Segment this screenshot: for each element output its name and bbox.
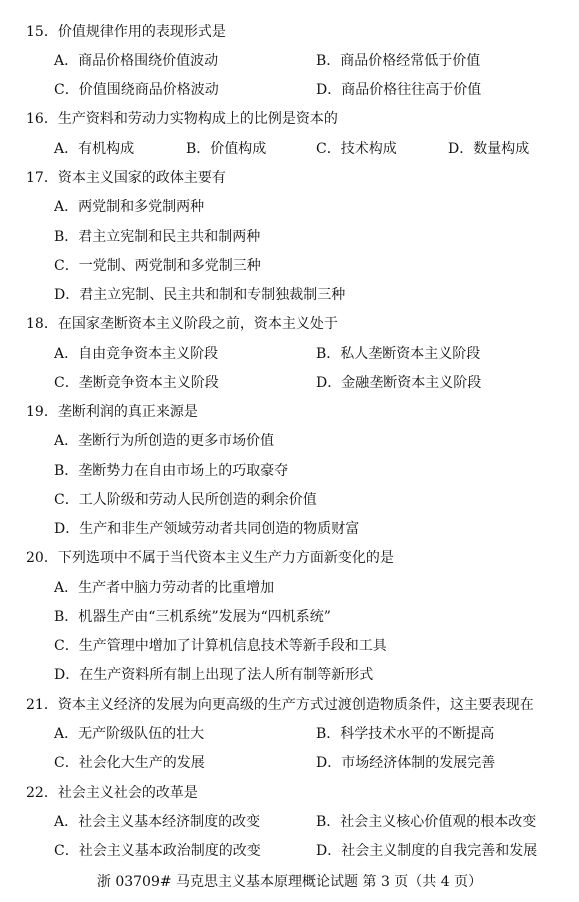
question-19-stem: 19．垄断利润的真正来源是 [26,404,198,420]
question-18-option-d: D．金融垄断资本主义阶段 [316,375,482,391]
question-22-option-b: B．社会主义核心价值观的根本改变 [316,814,537,830]
question-17-option-c: C．一党制、两党制和多党制三种 [54,258,261,274]
question-16-option-c: C．技术构成 [316,141,397,157]
page-footer: 浙 03709# 马克思主义基本原理概论试题 第 3 页（共 4 页） [96,874,483,890]
question-20-option-d: D．在生产资料所有制上出现了法人所有制等新形式 [54,667,374,683]
question-18-option-c: C．垄断竞争资本主义阶段 [54,375,219,391]
question-16-option-b: B．价值构成 [186,141,267,157]
question-16-stem: 16．生产资料和劳动力实物构成上的比例是资本的 [26,111,338,127]
question-19-option-d: D．生产和非生产领域劳动者共同创造的物质财富 [54,521,360,537]
question-17-option-d: D．君主立宪制、民主共和制和专制独裁制三种 [54,287,346,303]
question-15-stem: 15．价值规律作用的表现形式是 [26,24,226,40]
question-19-option-c: C．工人阶级和劳动人民所创造的剩余价值 [54,492,317,508]
question-22-option-d: D．社会主义制度的自我完善和发展 [316,843,538,859]
question-21-stem: 21．资本主义经济的发展为向更高级的生产方式过渡创造物质条件，这主要表现在 [26,697,534,713]
question-20-stem: 20．下列选项中不属于当代资本主义生产力方面新变化的是 [26,550,394,566]
question-21-option-c: C．社会化大生产的发展 [54,755,205,771]
question-22-option-c: C．社会主义基本政治制度的改变 [54,843,261,859]
question-15-option-a: A．商品价格围绕价值波动 [54,53,219,69]
question-20-option-b: B．机器生产由“三机系统”发展为“四机系统” [54,609,331,625]
question-19-option-a: A．垄断行为所创造的更多市场价值 [54,433,275,449]
question-19-option-b: B．垄断势力在自由市场上的巧取豪夺 [54,463,289,479]
question-22-stem: 22．社会主义社会的改革是 [26,785,198,801]
question-20-option-c: C．生产管理中增加了计算机信息技术等新手段和工具 [54,638,387,654]
question-16-option-a: A．有机构成 [54,141,135,157]
question-18-option-b: B．私人垄断资本主义阶段 [316,346,481,362]
question-17-option-b: B．君主立宪制和民主共和制两种 [54,229,261,245]
question-22-option-a: A．社会主义基本经济制度的改变 [54,814,261,830]
question-21-option-d: D．市场经济体制的发展完善 [316,755,496,771]
question-15-option-d: D．商品价格往往高于价值 [316,82,482,98]
question-21-option-b: B．科学技术水平的不断提高 [316,726,495,742]
question-20-option-a: A．生产者中脑力劳动者的比重增加 [54,580,275,596]
question-18-option-a: A．自由竞争资本主义阶段 [54,346,219,362]
question-21-option-a: A．无产阶级队伍的壮大 [54,726,205,742]
question-18-stem: 18．在国家垄断资本主义阶段之前，资本主义处于 [26,316,338,332]
question-15-option-c: C．价值围绕商品价格波动 [54,82,219,98]
question-15-option-b: B．商品价格经常低于价值 [316,53,481,69]
question-16-option-d: D．数量构成 [448,141,530,157]
question-17-option-a: A．两党制和多党制两种 [54,199,205,215]
question-17-stem: 17．资本主义国家的政体主要有 [26,170,226,186]
